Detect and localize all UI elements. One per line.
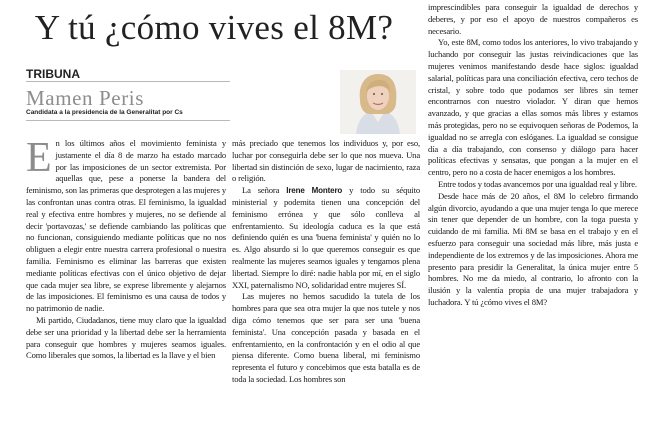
drop-cap: E (26, 135, 52, 181)
article-column-3 (428, 2, 638, 309)
paragraph: Yo, este 8M, como todos los anteriores, lo vivo trabajando y luchando por conseguir las justas reivindicaciones que las mujeres venimos manifestando desde hace siglos: igualdad salarial, políticas para una conciliación efectiva, cero techos de cristal, y sobre todo que podamos ser libres sin temer encontrarnos con nuestro violador. Y diran que hemos avanzado, y que gracias a ellas somos más libres y estamos más protegidas, pero no se equivoquen señoras de Podemos, la igualdad no se arregla con eslóganes. La igualdad se consigue día a día trabajando, con consenso y diálogo para hacer políticas efectivas y sensatas, que pongan a la mujer en el centro, pero no a costa de hacer enemigos a los hombres. (428, 37, 638, 178)
headline: Y tú ¿cómo vives el 8M? (34, 8, 394, 47)
divider-bottom (26, 120, 230, 121)
paragraph: Mi partido, Ciudadanos, tiene muy claro que la igualdad debe ser una prioridad y la libertad debe ser la herramienta para conseguir que hombres y mujeres seamos iguales. Como liberales que somos, la libertad es la llave y el bien (26, 314, 226, 361)
article-column-2 (232, 138, 420, 386)
paragraph (26, 135, 226, 315)
paragraph: Las mujeres no hemos sacudido la tutela de los hombres para que sea otra mujer la que nos tutele y nos diga cómo tenemos que ser para ser una 'buena feminista'. Una concepción pasada y basada en el enfrentamiento, en la confrontación y en el odio al que piensa diferente. Como buena liberal, mi feminismo representa el futuro y concebimos que esta batalla es de toda la sociedad. Los hombres son (232, 291, 420, 384)
paragraph: Entre todos y todas avancemos por una igualdad real y libre. (438, 178, 637, 189)
section-label: TRIBUNA (26, 67, 80, 81)
divider-top (26, 81, 230, 82)
highlighted-name: Irene Montero (286, 186, 343, 196)
paragraph-text: n los últimos años el movimiento feminista y justamente el día 8 de marzo ha estado marcado por las imposiciones de un sector extremista. Por aquellas que, pese a ponerse la bandera del feminismo, son las primeras que desprotegen a las mujeres y las confrontan unas contra otras. El feminismo, la igualdad real y efectiva entre hombres y mujeres, no se defiende al decir 'portavozas,' se defiende cambiando las políticas que no funcionan, consiguiendo mediante políticas que no nos obliguen a elegir entre nuestra carrera profesional o nuestra familia. Feminismo es eliminar las barreras que existen mediante políticas efectivas con el único objetivo de dejar que cada mujer sea libre, se exprese libremente y alejarnos de las imposiciones. El feminismo es una causa de todos y no patrimonio de nadie. (26, 138, 226, 314)
paragraph-text: y todo su séquito ministerial y podemita tienen una concepción del feminismo errónea y que sólo conlleva al enfrentamiento. Su ideología caduca es la que está definiendo quién es una 'buena feminista' y quién no lo es. Algo absurdo si lo que queremos conseguir es que realmente las mujeres seamos iguales y tengamos plena libertad. Siempre lo diré: nadie habla por mí, en el siglo XXI, paternalismo NO, solidaridad entre mujeres SÍ. (232, 185, 420, 290)
author-role: Candidata a la presidencia de la Generalitat por Cs (26, 109, 183, 116)
paragraph-text: La señora (242, 185, 287, 196)
paragraph (232, 185, 420, 291)
paragraph: imprescindibles para conseguir la igualdad de derechos y deberes, y por eso el apoyo de nuestros compañeros es necesario. (428, 2, 638, 36)
paragraph: Desde hace más de 20 años, el 8M lo celebro firmando algún divorcio, ayudando a que una mujer tenga lo que merece sin tener que depender de un hombre, con la toga puesta y cuidando de mi familia. Mi 8M se basa en el trabajo y en el esfuerzo para conseguir una sociedad más libre, más justa e independiente de los extremos y de las imposiciones. Ahora me presento para presidir la Generalitat, la única mujer entre 5 hombres. No me da miedo, al contrario, lo afronto con la ilusión y la valentía propia de una mujer trabajadora y luchadora. Y tú ¿cómo vives el 8M? (428, 190, 638, 307)
article-column-1 (26, 135, 226, 362)
author-photo (340, 70, 416, 134)
author-name: Mamen Peris (26, 86, 144, 110)
paragraph: más preciado que tenemos los individuos y, por eso, luchar por conseguirla debe ser lo que nos mueva. Una libertad sin distinción de sexo, lugar de nacimiento, raza o religión. (232, 138, 420, 184)
author-portrait (340, 70, 416, 134)
